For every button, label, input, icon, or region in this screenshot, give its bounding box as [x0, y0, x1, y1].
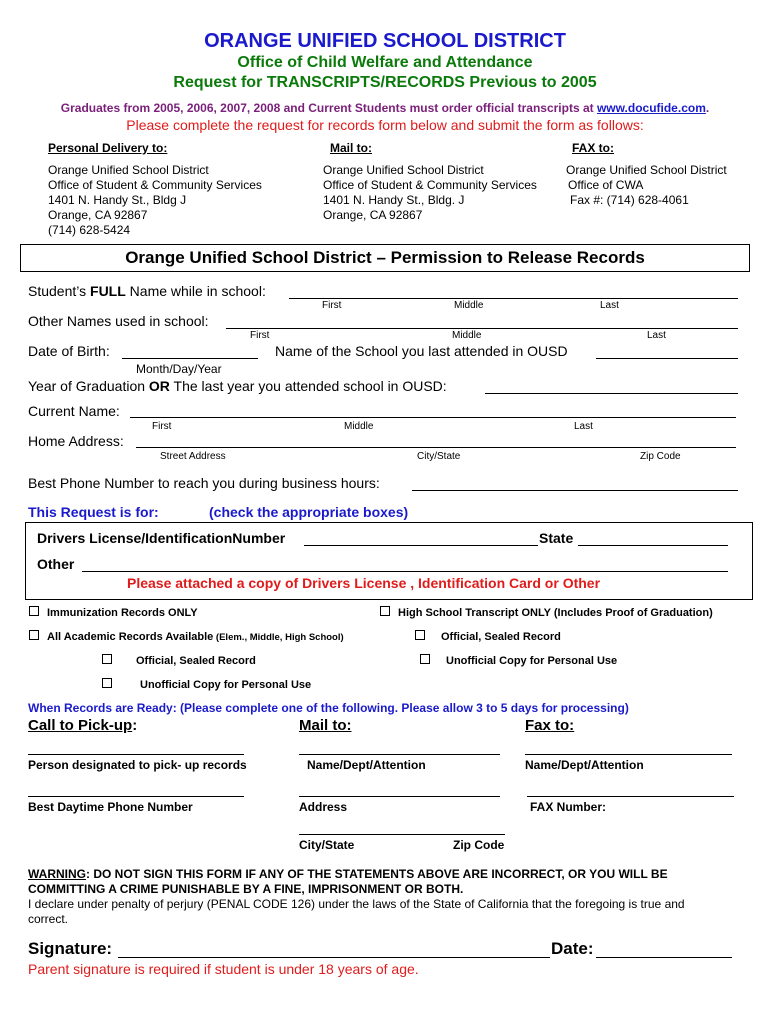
academic-official-sealed-option[interactable]: Official, Sealed Record	[102, 654, 256, 667]
parent-signature-note: Parent signature is required if student is under 18 years of age.	[28, 961, 419, 977]
school-attended-label: Name of the School you last attended in OUSD	[275, 343, 568, 359]
dl-number-field[interactable]	[304, 545, 538, 546]
fax-to-heading: Fax to:	[525, 717, 575, 734]
pickup-phone-label: Best Daytime Phone Number	[28, 800, 193, 814]
permission-title-box	[20, 244, 750, 272]
pickup-person-label: Person designated to pick- up records	[28, 758, 247, 772]
signature-label: Signature:	[28, 939, 113, 958]
academic-official-sealed-checkbox[interactable]	[102, 654, 112, 664]
home-address-field[interactable]	[136, 447, 736, 448]
warning-text-2: COMMITTING A CRIME PUNISHABLE BY A FINE, IMPRISONMENT OR BOTH.	[28, 882, 464, 896]
immunization-option[interactable]: Immunization Records ONLY	[29, 606, 198, 619]
dl-label: Drivers License/IdentificationNumber	[37, 530, 286, 546]
request-for-label: This Request is for:	[28, 504, 159, 520]
phone-label: Best Phone Number to reach you during business hours:	[28, 475, 380, 491]
mail-zip-label: Zip Code	[453, 838, 505, 852]
academic-unofficial-option[interactable]: Unofficial Copy for Personal Use	[102, 678, 311, 691]
mail-name-label: Name/Dept/Attention	[307, 758, 426, 772]
other-first-hint: First	[250, 330, 270, 341]
current-first-hint: First	[152, 421, 172, 432]
other-names-label: Other Names used in school:	[28, 313, 209, 329]
fax-name-field[interactable]	[525, 754, 732, 755]
mail-city-zip-field[interactable]	[299, 834, 505, 835]
current-middle-hint: Middle	[344, 421, 374, 432]
other-field[interactable]	[82, 571, 728, 572]
hs-official-sealed-checkbox[interactable]	[415, 630, 425, 640]
home-address-label: Home Address:	[28, 433, 124, 449]
dob-field[interactable]	[122, 358, 258, 359]
mail-name-field[interactable]	[299, 754, 500, 755]
mail-address-label: Address	[299, 800, 348, 814]
date-field[interactable]	[596, 957, 732, 958]
fax-address: Orange Unified School District Office of CWA Fax #: (714) 628-4061	[566, 163, 727, 207]
fax-number-label: FAX Number:	[530, 800, 607, 814]
docufide-link[interactable]: www.docufide.com	[596, 101, 706, 115]
date-label: Date:	[551, 939, 594, 958]
permission-title: Orange Unified School District – Permission to Release Records	[125, 248, 645, 267]
pickup-heading: Call to Pick-up:	[28, 717, 138, 734]
ready-note: When Records are Ready: (Please complete one of the following. Please allow 3 to 5 days for processing)	[28, 701, 629, 715]
current-name-field[interactable]	[130, 417, 736, 418]
district-title: ORANGE UNIFIED SCHOOL DISTRICT	[204, 30, 566, 52]
other-middle-hint: Middle	[452, 330, 482, 341]
student-last-hint: Last	[600, 300, 619, 311]
immunization-checkbox[interactable]	[29, 606, 39, 616]
student-name-label: Student’s FULL Name while in school:	[28, 283, 266, 299]
fax-heading: FAX to:	[572, 141, 614, 155]
request-title: Request for TRANSCRIPTS/RECORDS Previous to 2005	[173, 74, 597, 91]
mail-to-heading: Mail to:	[299, 717, 352, 734]
student-name-field[interactable]	[289, 298, 738, 299]
warning-text: WARNING: DO NOT SIGN THIS FORM IF ANY OF THE STATEMENTS ABOVE ARE INCORRECT, OR YOU WILL BE	[28, 867, 668, 881]
hs-unofficial-option[interactable]: Unofficial Copy for Personal Use	[420, 654, 617, 667]
academic-unofficial-checkbox[interactable]	[102, 678, 112, 688]
mail-city-state-label: City/State	[299, 838, 355, 852]
student-middle-hint: Middle	[454, 300, 484, 311]
grad-year-field[interactable]	[485, 393, 738, 394]
attach-note: Please attached a copy of Drivers License , Identification Card or Other	[127, 575, 601, 591]
state-field[interactable]	[578, 545, 728, 546]
graduates-note: Graduates from 2005, 2006, 2007, 2008 and Current Students must order official transcripts at www.docufide.com.	[60, 101, 710, 115]
state-label: State	[539, 530, 574, 546]
other-names-field[interactable]	[226, 328, 738, 329]
fax-name-label: Name/Dept/Attention	[525, 758, 644, 772]
fax-number-field[interactable]	[527, 796, 734, 797]
request-for-hint: (check the appropriate boxes)	[209, 504, 409, 520]
hs-transcript-option[interactable]: High School Transcript ONLY (Includes Proof of Graduation)	[380, 606, 713, 619]
dob-hint: Month/Day/Year	[136, 362, 222, 376]
school-attended-field[interactable]	[596, 358, 738, 359]
current-name-label: Current Name:	[28, 403, 120, 419]
declaration-text: I declare under penalty of perjury (PENAL CODE 126) under the laws of the State of California that the foregoing is true and	[28, 897, 685, 911]
student-first-hint: First	[322, 300, 342, 311]
hs-unofficial-checkbox[interactable]	[420, 654, 430, 664]
mail-heading: Mail to:	[330, 141, 372, 155]
dob-label: Date of Birth:	[28, 343, 110, 359]
all-academic-option[interactable]: All Academic Records Available (Elem., Middle, High School)	[29, 630, 344, 643]
street-hint: Street Address	[160, 451, 226, 462]
current-last-hint: Last	[574, 421, 593, 432]
pickup-phone-field[interactable]	[28, 796, 244, 797]
pickup-person-field[interactable]	[28, 754, 244, 755]
grad-year-label: Year of Graduation OR The last year you attended school in OUSD:	[28, 378, 447, 394]
signature-field[interactable]	[118, 957, 550, 958]
phone-field[interactable]	[412, 490, 738, 491]
personal-delivery-address: Orange Unified School District Office of Student & Community Services 1401 N. Handy St., Bldg J Orange, CA 92867 (714) 628-5424	[48, 163, 262, 237]
other-label: Other	[37, 556, 75, 572]
office-title: Office of Child Welfare and Attendance	[237, 54, 533, 71]
mail-address: Orange Unified School District Office of Student & Community Services 1401 N. Handy St., Bldg. J Orange, CA 92867	[323, 163, 537, 222]
other-last-hint: Last	[647, 330, 666, 341]
city-state-hint: City/State	[417, 451, 461, 462]
hs-transcript-checkbox[interactable]	[380, 606, 390, 616]
personal-delivery-heading: Personal Delivery to:	[48, 141, 168, 155]
all-academic-checkbox[interactable]	[29, 630, 39, 640]
zip-hint: Zip Code	[640, 451, 681, 462]
hs-official-sealed-option[interactable]: Official, Sealed Record	[415, 630, 561, 643]
mail-address-field[interactable]	[299, 796, 500, 797]
instruction: Please complete the request for records form below and submit the form as follows:	[126, 117, 644, 133]
declaration-text-2: correct.	[28, 912, 69, 926]
